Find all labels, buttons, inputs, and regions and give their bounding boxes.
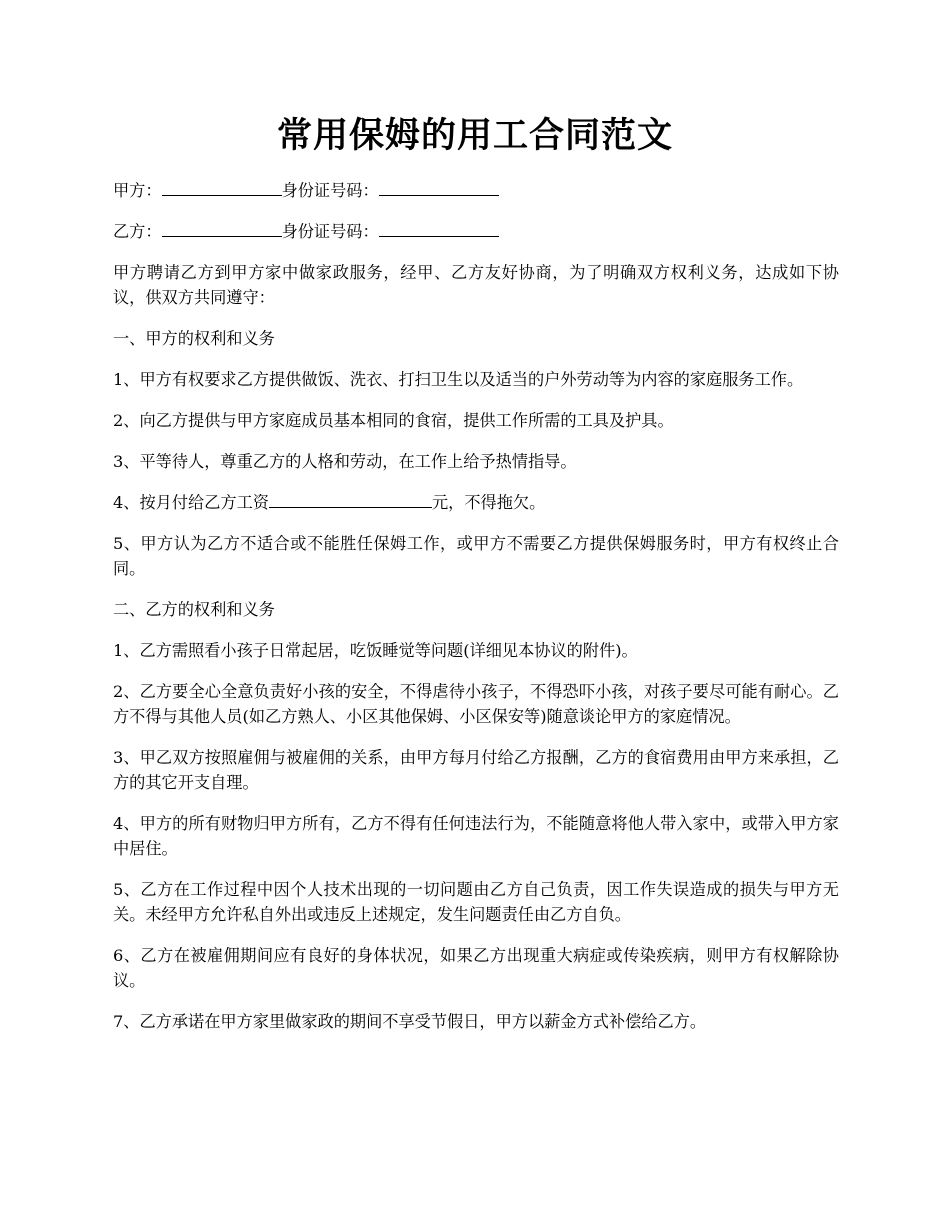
document-title: 常用保姆的用工合同范文	[276, 115, 673, 156]
section-2-item-6: 6、乙方在被雇佣期间应有良好的身体状况，如果乙方出现重大病症或传染疾病，则甲方有权解除协议。	[113, 946, 839, 990]
party-a-line	[113, 178, 839, 203]
section-1-item-2: 2、向乙方提供与甲方家庭成员基本相同的食宿，提供工作所需的工具及护具。	[113, 411, 674, 430]
section-1-item-1: 1、甲方有权要求乙方提供做饭、洗衣、打扫卫生以及适当的户外劳动等为内容的家庭服务工作。	[113, 370, 804, 389]
section-1-heading: 一、甲方的权利和义务	[113, 329, 275, 348]
party-b-id-label: 身份证号码：	[281, 222, 379, 241]
intro-paragraph: 甲方聘请乙方到甲方家中做家政服务，经甲、乙方友好协商，为了明确双方权利义务，达成如下协议，供双方共同遵守：	[113, 263, 839, 307]
salary-suffix: 元，不得拖欠。	[432, 493, 546, 512]
party-b-id-blank	[379, 220, 499, 237]
party-b-name-blank	[162, 220, 282, 237]
party-a-id-label: 身份证号码：	[281, 181, 379, 200]
section-2-heading: 二、乙方的权利和义务	[113, 600, 275, 619]
section-2-item-7: 7、乙方承诺在甲方家里做家政的期间不享受节假日，甲方以薪金方式补偿给乙方。	[113, 1012, 707, 1031]
section-1-item-4	[113, 490, 839, 515]
party-b-label: 乙方：	[113, 222, 162, 241]
party-a-name-blank	[162, 179, 282, 196]
section-1-item-5: 5、甲方认为乙方不适合或不能胜任保姆工作，或甲方不需要乙方提供保姆服务时，甲方有权终止合同。	[113, 534, 839, 578]
salary-prefix: 4、按月付给乙方工资	[113, 493, 269, 512]
party-a-label: 甲方：	[113, 181, 162, 200]
section-2-item-5: 5、乙方在工作过程中因个人技术出现的一切问题由乙方自己负责，因工作失误造成的损失与甲方无关。未经甲方允许私自外出或违反上述规定，发生问题责任由乙方自负。	[113, 880, 839, 924]
section-2-item-1: 1、乙方需照看小孩子日常起居，吃饭睡觉等问题(详细见本协议的附件)。	[113, 641, 638, 660]
section-2-item-2: 2、乙方要全心全意负责好小孩的安全，不得虐待小孩子，不得恐吓小孩，对孩子要尽可能有耐心。乙方不得与其他人员(如乙方熟人、小区其他保姆、小区保安等)随意谈论甲方的家庭情况。	[113, 682, 839, 726]
document-body	[113, 178, 839, 1050]
section-1-item-3: 3、平等待人，尊重乙方的人格和劳动，在工作上给予热情指导。	[113, 452, 577, 471]
salary-blank	[269, 491, 432, 508]
party-b-line	[113, 219, 839, 244]
party-a-id-blank	[379, 179, 499, 196]
section-2-item-4: 4、甲方的所有财物归甲方所有，乙方不得有任何违法行为，不能随意将他人带入家中，或带入甲方家中居住。	[113, 814, 839, 858]
section-2-item-3: 3、甲乙双方按照雇佣与被雇佣的关系，由甲方每月付给乙方报酬，乙方的食宿费用由甲方来承担，乙方的其它开支自理。	[113, 748, 839, 792]
